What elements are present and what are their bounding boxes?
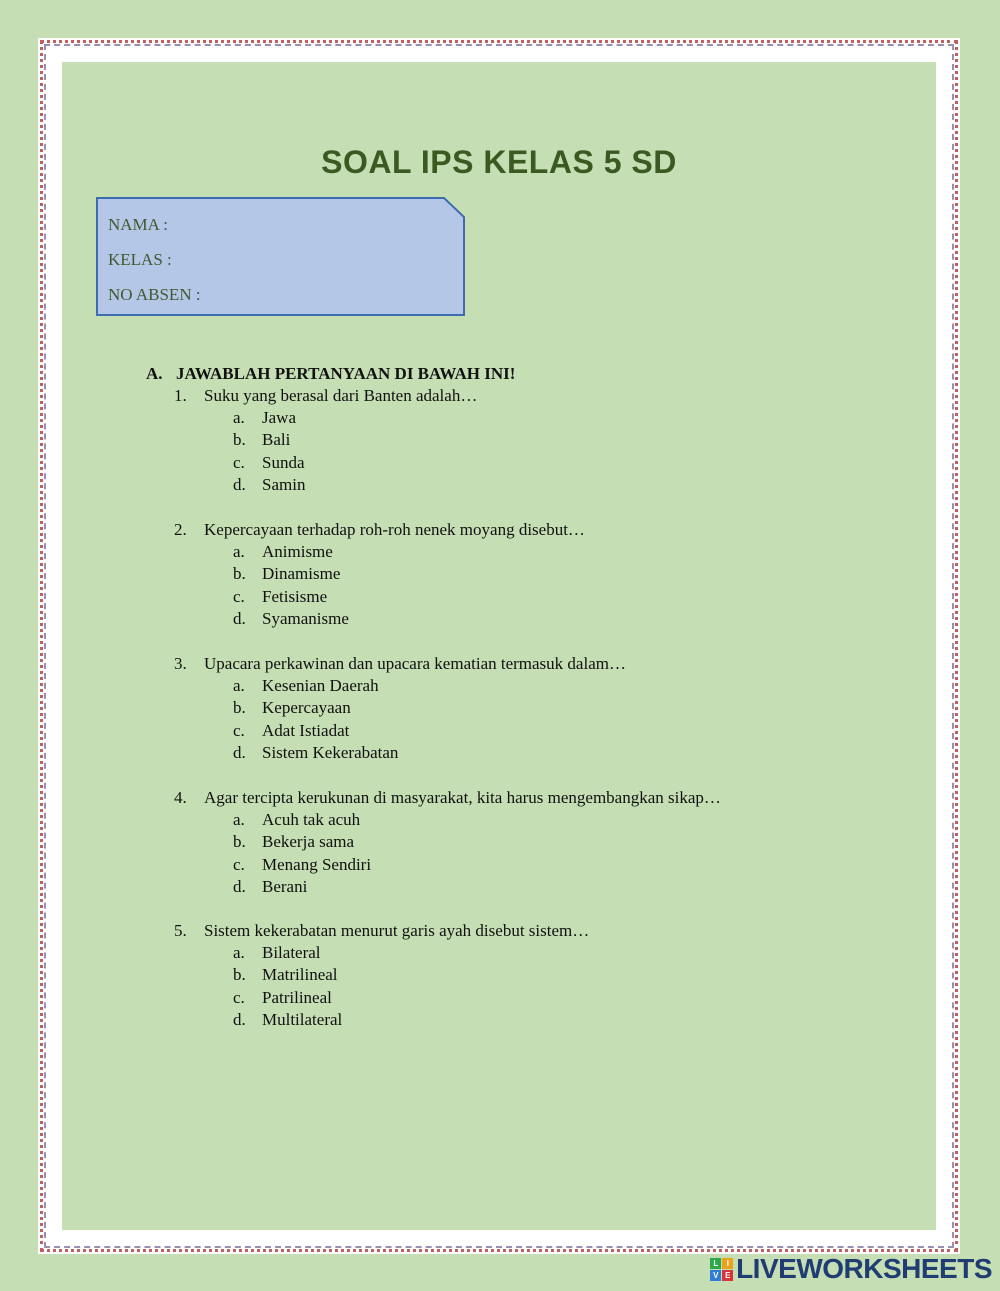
section-letter: A. [146, 364, 163, 383]
kelas-field[interactable]: KELAS : [108, 250, 172, 269]
option-text: Animisme [262, 542, 333, 561]
option-letter: d. [233, 742, 246, 762]
answer-option[interactable] [233, 721, 349, 741]
option-letter: b. [233, 564, 246, 584]
option-letter: d. [233, 876, 246, 896]
option-letter: b. [233, 430, 246, 450]
identity-box [96, 197, 465, 316]
option-letter: c. [233, 452, 245, 472]
question-number: 4. [174, 788, 187, 807]
option-text: Fetisisme [262, 586, 328, 606]
option-letter: a. [233, 810, 245, 829]
liveworksheets-logo-icon [710, 1258, 733, 1281]
question-text: Sistem kekerabatan menurut garis ayah disebut sistem… [204, 921, 590, 940]
logo-tile: V [710, 1270, 721, 1281]
question-number: 3. [174, 654, 187, 673]
option-letter: d. [233, 474, 246, 494]
option-letter: c. [233, 586, 245, 606]
question-number: 1. [174, 386, 187, 405]
option-text: Patrilineal [262, 987, 332, 1007]
answer-option[interactable] [233, 855, 371, 875]
option-letter: c. [233, 854, 245, 874]
question-text: Upacara perkawinan dan upacara kematian termasuk dalam… [204, 654, 626, 673]
answer-option[interactable] [233, 832, 354, 852]
answer-option[interactable] [233, 1010, 342, 1030]
option-text: Menang Sendiri [262, 854, 372, 874]
absen-field[interactable]: NO ABSEN : [108, 285, 201, 304]
answer-option[interactable] [233, 408, 296, 428]
question-4 [174, 788, 721, 808]
option-text: Bilateral [262, 943, 321, 962]
page-frame [38, 38, 960, 1254]
liveworksheets-brand [710, 1253, 992, 1285]
option-text: Kesenian Daerah [262, 676, 379, 695]
option-letter: d. [233, 1009, 246, 1029]
option-text: Bali [262, 430, 291, 450]
answer-option[interactable] [233, 475, 305, 495]
question-text: Kepercayaan terhadap roh-roh nenek moyang disebut… [204, 520, 585, 539]
answer-option[interactable] [233, 943, 321, 963]
question-text: Suku yang berasal dari Banten adalah… [204, 386, 478, 405]
question-5 [174, 921, 589, 941]
answer-option[interactable] [233, 453, 305, 473]
answer-option[interactable] [233, 743, 398, 763]
option-text: Sunda [262, 452, 305, 472]
option-text: Dinamisme [262, 564, 341, 584]
option-text: Berani [262, 876, 308, 896]
option-letter: a. [233, 408, 245, 427]
question-text: Agar tercipta kerukunan di masyarakat, kita harus mengembangkan sikap… [204, 788, 721, 807]
answer-option[interactable] [233, 564, 340, 584]
question-1 [174, 386, 477, 406]
nama-field[interactable]: NAMA : [108, 215, 168, 234]
option-letter: b. [233, 965, 246, 985]
option-letter: b. [233, 698, 246, 718]
answer-option[interactable] [233, 877, 307, 897]
answer-option[interactable] [233, 965, 338, 985]
option-text: Kepercayaan [262, 698, 351, 718]
option-text: Sistem Kekerabatan [262, 742, 399, 762]
option-letter: c. [233, 987, 245, 1007]
answer-option[interactable] [233, 676, 379, 696]
option-text: Adat Istiadat [262, 720, 350, 740]
logo-tile: I [722, 1258, 733, 1269]
option-text: Bekerja sama [262, 832, 355, 852]
option-text: Samin [262, 474, 306, 494]
option-text: Jawa [262, 408, 296, 427]
answer-option[interactable] [233, 542, 333, 562]
answer-option[interactable] [233, 430, 290, 450]
worksheet-body [62, 62, 936, 1230]
option-text: Syamanisme [262, 608, 349, 628]
option-letter: c. [233, 720, 245, 740]
worksheet-title: SOAL IPS KELAS 5 SD [321, 144, 677, 180]
answer-option[interactable] [233, 988, 332, 1008]
answer-option[interactable] [233, 587, 327, 607]
option-text: Acuh tak acuh [262, 810, 361, 829]
question-number: 2. [174, 520, 187, 539]
brand-name: LIVEWORKSHEETS [736, 1253, 992, 1284]
section-heading [146, 364, 515, 384]
answer-option[interactable] [233, 810, 360, 830]
option-text: Matrilineal [262, 965, 338, 985]
question-number: 5. [174, 921, 187, 940]
logo-tile: L [710, 1258, 721, 1269]
option-letter: d. [233, 608, 246, 628]
question-3 [174, 654, 626, 674]
logo-tile: E [722, 1270, 733, 1281]
section-title: JAWABLAH PERTANYAAN DI BAWAH INI! [176, 364, 516, 383]
answer-option[interactable] [233, 609, 349, 629]
option-letter: a. [233, 943, 245, 962]
answer-option[interactable] [233, 698, 351, 718]
option-letter: b. [233, 832, 246, 852]
option-letter: a. [233, 542, 245, 561]
option-letter: a. [233, 676, 245, 695]
option-text: Multilateral [262, 1009, 343, 1029]
question-2 [174, 520, 585, 540]
